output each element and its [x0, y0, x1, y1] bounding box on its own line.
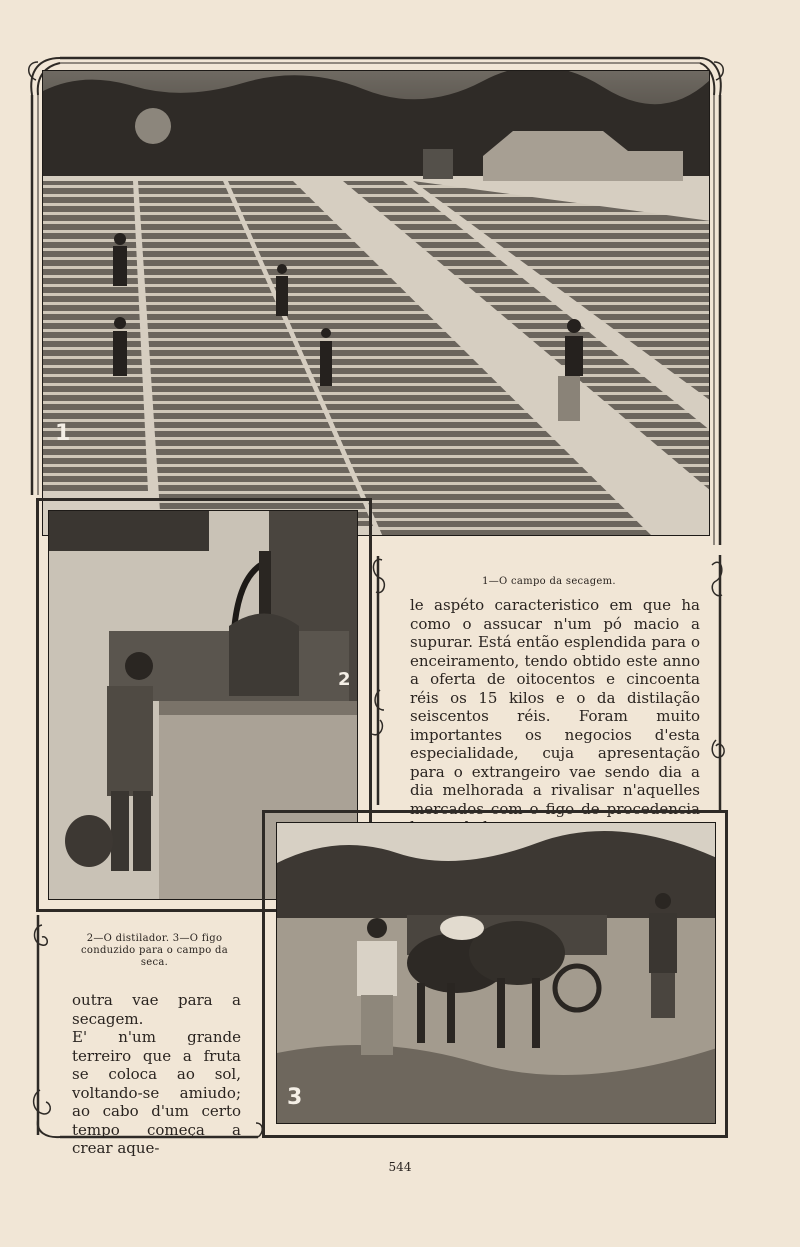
article-text-right	[388, 596, 710, 837]
caption-photo-1: 1—O campo da secagem.	[482, 576, 616, 587]
ox-cart-photo	[276, 822, 716, 1124]
photo-number-1: 1	[55, 421, 71, 446]
photo-number-2: 2	[338, 669, 351, 690]
drying-field-photo	[42, 70, 710, 536]
right-text-panel	[388, 558, 710, 818]
article-text-left	[62, 991, 247, 1158]
photo-number-3: 3	[287, 1085, 303, 1110]
page-number: 544	[388, 1160, 412, 1174]
left-text-panel	[62, 925, 247, 1157]
paragraph-left-2: E' n'um grande terreiro que a fruta se coloca ao sol, voltando-se amiudo; ao cabo d'um certo tempo começa a crear aque-	[72, 1028, 241, 1157]
paragraph-left-1: outra vae para a secagem.	[72, 991, 241, 1028]
paragraph-right: le aspéto caracteristico em que ha como o assucar n'um pó macio a supurar. Está então esplendida para o enceiramento, tendo obtido este anno a oferta de oitocentos e cincoenta réis os 15 kilos e o da distilação seiscentos réis. Foram muito importantes os negocios d'esta especialidade, cuja apresentação para o extrangeiro vae sendo dia a dia melhorada a rivalisar n'aquelles mercados com o figo de procedencia	[410, 596, 700, 818]
caption-photos-2-3: 2—O distilador. 3—O figo conduzido para o campo da seca.	[81, 933, 228, 968]
